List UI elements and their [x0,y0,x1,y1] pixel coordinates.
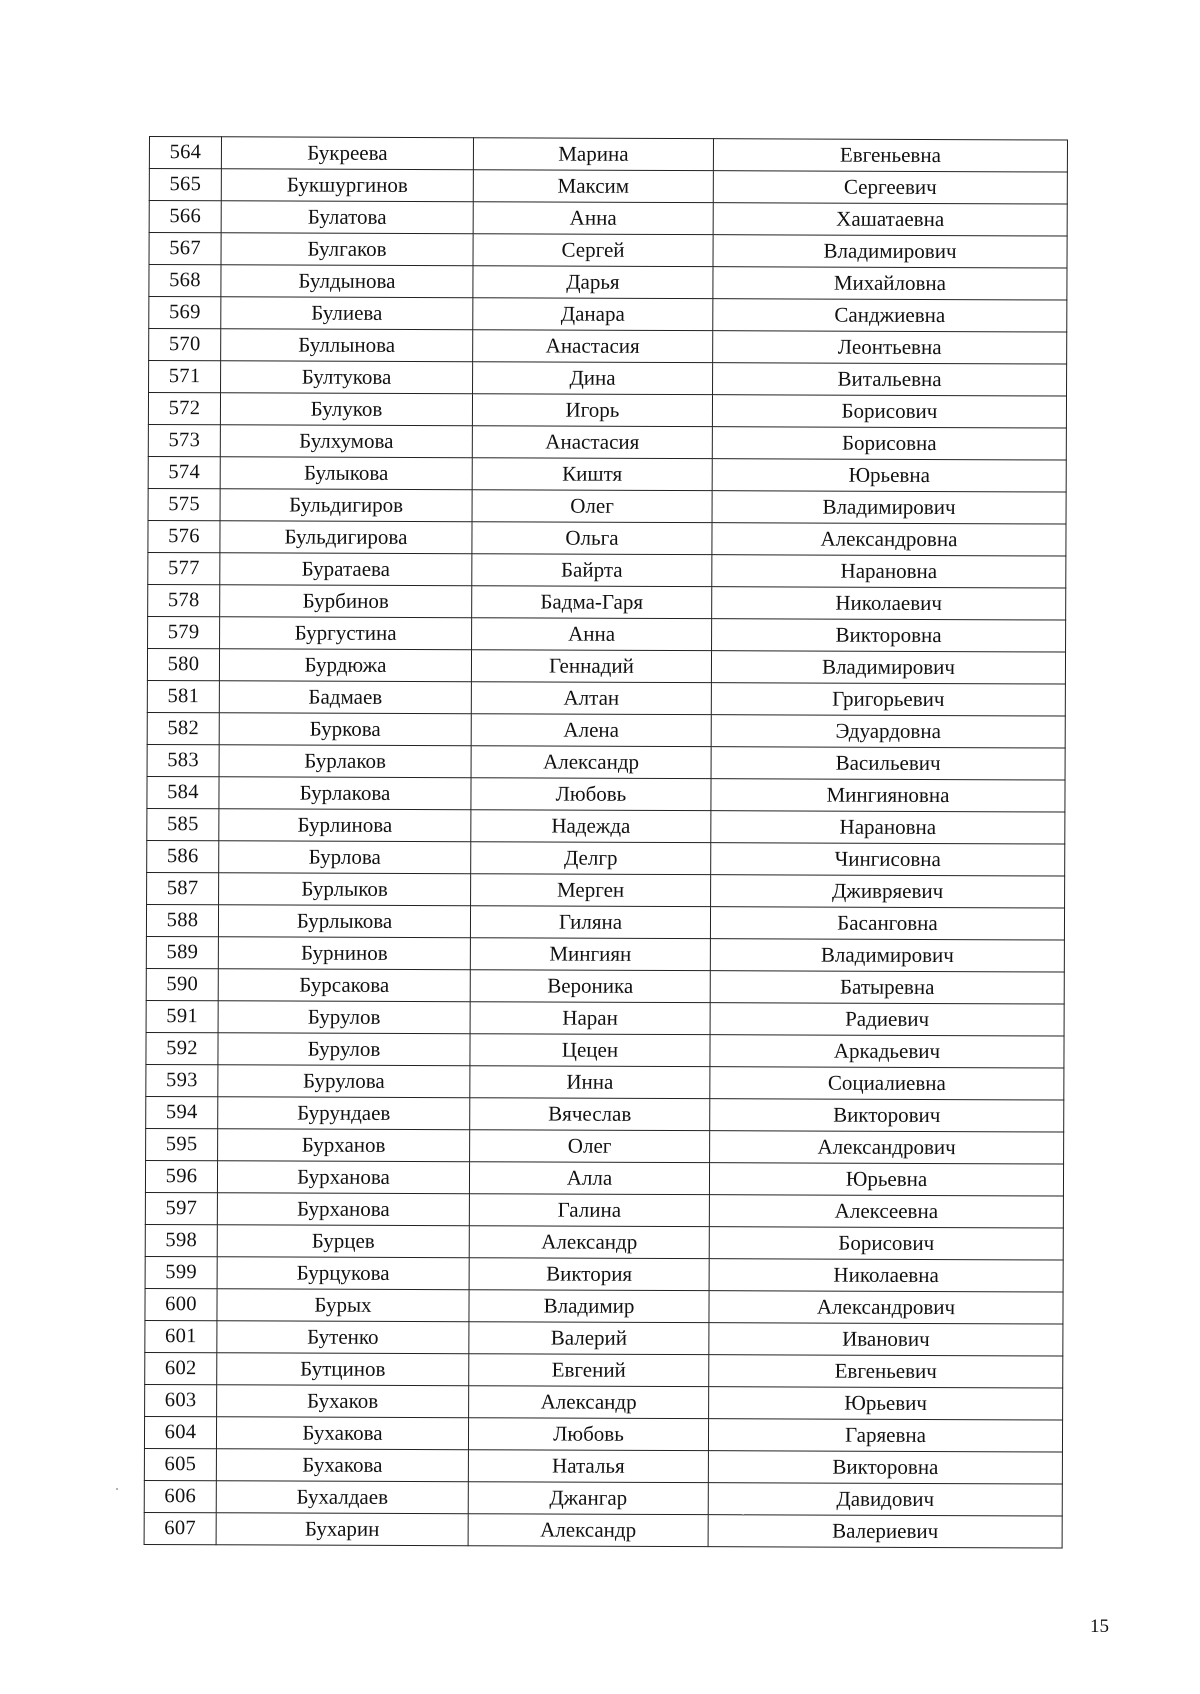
first-name-cell: Алена [471,714,711,747]
row-number-cell: 586 [147,840,219,872]
last-name-cell: Бурундаев [218,1097,470,1130]
row-number-cell: 604 [144,1416,216,1448]
row-number-cell: 566 [149,201,221,233]
row-number-cell: 591 [146,1000,218,1032]
first-name-cell: Алла [469,1162,709,1195]
table-row [148,393,1066,429]
patronymic-cell: Радиевич [710,1003,1064,1036]
row-number-cell: 592 [146,1032,218,1064]
patronymic-cell: Батыревна [710,971,1064,1004]
table-row [147,808,1065,844]
table-row [147,680,1065,716]
first-name-cell: Наран [470,1002,710,1035]
page-number: 15 [1090,1616,1109,1637]
table-row [145,1192,1063,1228]
last-name-cell: Бухалдаев [216,1481,468,1514]
table-row [146,1096,1064,1132]
patronymic-cell: Викторович [710,1099,1064,1132]
patronymic-cell: Нарановна [712,555,1066,588]
row-number-cell: 570 [149,329,221,361]
first-name-cell: Александр [471,746,711,779]
patronymic-cell: Юрьевна [709,1163,1063,1196]
patronymic-cell: Александрович [710,1131,1064,1164]
last-name-cell: Бурханова [217,1161,469,1194]
table-row [148,424,1066,460]
first-name-cell: Олег [472,490,712,523]
patronymic-cell: Евгеньевич [709,1355,1063,1388]
table-row [146,904,1064,940]
table-row [144,1416,1062,1452]
last-name-cell: Бурцев [217,1225,469,1258]
table-row [145,1256,1063,1292]
row-number-cell: 568 [149,265,221,297]
last-name-cell: Бурцукова [217,1257,469,1290]
row-number-cell: 571 [149,361,221,393]
row-number-cell: 600 [145,1288,217,1320]
patronymic-cell: Борисович [709,1227,1063,1260]
last-name-cell: Бутцинов [217,1353,469,1386]
last-name-cell: Бурулов [218,1001,470,1034]
last-name-cell: Буллынова [221,329,473,362]
last-name-cell: Букшургинов [221,169,473,202]
last-name-cell: Бухакова [216,1449,468,1482]
patronymic-cell: Евгеньевна [713,139,1067,172]
first-name-cell: Бадма-Гаря [472,586,712,619]
table-row [144,1512,1062,1548]
last-name-cell: Букреева [221,137,473,170]
table-row [147,872,1065,908]
last-name-cell: Булуков [220,393,472,426]
table-row [149,329,1067,365]
row-number-cell: 564 [149,137,221,169]
table-row [148,488,1066,524]
row-number-cell: 577 [148,552,220,584]
row-number-cell: 606 [144,1480,216,1512]
last-name-cell: Бухакова [216,1417,468,1450]
row-number-cell: 598 [145,1224,217,1256]
patronymic-cell: Чингисовна [711,843,1065,876]
roster-table-body [144,137,1067,1549]
row-number-cell: 580 [147,648,219,680]
table-row [146,1064,1064,1100]
last-name-cell: Буркова [219,713,471,746]
last-name-cell: Бадмаев [219,681,471,714]
last-name-cell: Бурлаков [219,745,471,778]
row-number-cell: 581 [147,680,219,712]
patronymic-cell: Александровна [712,523,1066,556]
scan-speck [116,1488,118,1490]
row-number-cell: 602 [145,1352,217,1384]
row-number-cell: 569 [149,297,221,329]
patronymic-cell: Гаряевна [708,1419,1062,1452]
row-number-cell: 584 [147,776,219,808]
first-name-cell: Киштя [472,458,712,491]
last-name-cell: Булиева [221,297,473,330]
patronymic-cell: Николаевна [709,1259,1063,1292]
last-name-cell: Бурых [217,1289,469,1322]
first-name-cell: Ольга [472,522,712,555]
row-number-cell: 603 [145,1384,217,1416]
table-row [145,1224,1063,1260]
scan-speck [742,1514,744,1516]
first-name-cell: Надежда [471,810,711,843]
first-name-cell: Геннадий [471,650,711,683]
first-name-cell: Анастасия [473,330,713,363]
last-name-cell: Бултукова [221,361,473,394]
last-name-cell: Бурлыкова [218,905,470,938]
row-number-cell: 590 [146,968,218,1000]
first-name-cell: Цецен [470,1034,710,1067]
row-number-cell: 595 [146,1128,218,1160]
last-name-cell: Бурулов [218,1033,470,1066]
table-row [145,1320,1063,1356]
first-name-cell: Джангар [468,1482,708,1515]
patronymic-cell: Борисович [712,395,1066,428]
table-row [148,552,1066,588]
last-name-cell: Бульдигирова [220,521,472,554]
patronymic-cell: Борисовна [712,427,1066,460]
patronymic-cell: Мингияновна [711,779,1065,812]
first-name-cell: Анна [473,202,713,235]
patronymic-cell: Николаевич [712,587,1066,620]
first-name-cell: Любовь [471,778,711,811]
patronymic-cell: Иванович [709,1323,1063,1356]
row-number-cell: 574 [148,456,220,488]
row-number-cell: 607 [144,1512,216,1544]
table-row [146,1032,1064,1068]
row-number-cell: 579 [148,616,220,648]
first-name-cell: Гиляна [470,906,710,939]
table-row [145,1288,1063,1324]
first-name-cell: Делгр [471,842,711,875]
last-name-cell: Бурсакова [218,969,470,1002]
row-number-cell: 599 [145,1256,217,1288]
row-number-cell: 589 [146,936,218,968]
first-name-cell: Мерген [471,874,711,907]
first-name-cell: Александр [469,1386,709,1419]
patronymic-cell: Аркадьевич [710,1035,1064,1068]
table-row [148,456,1066,492]
row-number-cell: 597 [145,1192,217,1224]
last-name-cell: Бурлакова [219,777,471,810]
table-row [149,233,1067,269]
last-name-cell: Бурханова [217,1193,469,1226]
row-number-cell: 587 [147,872,219,904]
first-name-cell: Валерий [469,1322,709,1355]
patronymic-cell: Александрович [709,1291,1063,1324]
table-row [147,712,1065,748]
patronymic-cell: Леонтьевна [713,331,1067,364]
table-row [145,1352,1063,1388]
table-row [148,520,1066,556]
patronymic-cell: Михайловна [713,267,1067,300]
row-number-cell: 567 [149,233,221,265]
table-row [149,297,1067,333]
last-name-cell: Бурханов [218,1129,470,1162]
last-name-cell: Бурбинов [220,585,472,618]
patronymic-cell: Социалиевна [710,1067,1064,1100]
table-row [146,1000,1064,1036]
row-number-cell: 582 [147,712,219,744]
row-number-cell: 588 [146,904,218,936]
name-roster-table [144,136,1068,1549]
first-name-cell: Байрта [472,554,712,587]
last-name-cell: Булгаков [221,233,473,266]
last-name-cell: Бурнинов [218,937,470,970]
table-row [147,744,1065,780]
table-row [146,1128,1064,1164]
first-name-cell: Олег [470,1130,710,1163]
first-name-cell: Вероника [470,970,710,1003]
first-name-cell: Виктория [469,1258,709,1291]
patronymic-cell: Викторовна [712,619,1066,652]
last-name-cell: Булатова [221,201,473,234]
table-row [148,616,1066,652]
first-name-cell: Галина [469,1194,709,1227]
table-row [149,361,1067,397]
table-row [146,968,1064,1004]
first-name-cell: Сергей [473,234,713,267]
row-number-cell: 594 [146,1096,218,1128]
last-name-cell: Бурдюжа [219,649,471,682]
patronymic-cell: Давидович [708,1483,1062,1516]
first-name-cell: Александр [469,1226,709,1259]
patronymic-cell: Владимирович [712,491,1066,524]
last-name-cell: Бурулова [218,1065,470,1098]
last-name-cell: Бухарин [216,1513,468,1546]
patronymic-cell: Владимирович [710,939,1064,972]
table-row [149,137,1067,173]
first-name-cell: Максим [473,170,713,203]
first-name-cell: Инна [470,1066,710,1099]
row-number-cell: 565 [149,169,221,201]
table-row [144,1480,1062,1516]
table-row [144,1448,1062,1484]
first-name-cell: Анна [472,618,712,651]
last-name-cell: Бухаков [217,1385,469,1418]
table-row [149,201,1067,237]
patronymic-cell: Санджиевна [713,299,1067,332]
last-name-cell: Булыкова [220,457,472,490]
row-number-cell: 596 [145,1160,217,1192]
table-row [145,1384,1063,1420]
last-name-cell: Бурлыков [219,873,471,906]
patronymic-cell: Григорьевич [711,683,1065,716]
first-name-cell: Дарья [473,266,713,299]
table-row [147,648,1065,684]
patronymic-cell: Басанговна [710,907,1064,940]
patronymic-cell: Витальевна [713,363,1067,396]
first-name-cell: Любовь [468,1418,708,1451]
patronymic-cell: Нарановна [711,811,1065,844]
row-number-cell: 576 [148,520,220,552]
row-number-cell: 575 [148,488,220,520]
row-number-cell: 583 [147,744,219,776]
last-name-cell: Булхумова [220,425,472,458]
row-number-cell: 593 [146,1064,218,1096]
patronymic-cell: Дживряевич [711,875,1065,908]
last-name-cell: Бутенко [217,1321,469,1354]
first-name-cell: Вячеслав [470,1098,710,1131]
patronymic-cell: Васильевич [711,747,1065,780]
table-row [149,169,1067,205]
first-name-cell: Александр [468,1514,708,1547]
last-name-cell: Буратаева [220,553,472,586]
first-name-cell: Владимир [469,1290,709,1323]
row-number-cell: 601 [145,1320,217,1352]
first-name-cell: Мингиян [470,938,710,971]
row-number-cell: 605 [144,1448,216,1480]
patronymic-cell: Викторовна [708,1451,1062,1484]
first-name-cell: Дина [473,362,713,395]
row-number-cell: 573 [148,424,220,456]
patronymic-cell: Юрьевна [712,459,1066,492]
row-number-cell: 578 [148,584,220,616]
patronymic-cell: Эдуардовна [711,715,1065,748]
patronymic-cell: Хашатаевна [713,203,1067,236]
first-name-cell: Данара [473,298,713,331]
patronymic-cell: Владимирович [713,235,1067,268]
row-number-cell: 585 [147,808,219,840]
last-name-cell: Бургустина [220,617,472,650]
patronymic-cell: Алексеевна [709,1195,1063,1228]
first-name-cell: Евгений [469,1354,709,1387]
first-name-cell: Игорь [472,394,712,427]
row-number-cell: 572 [148,393,220,425]
table-row [148,584,1066,620]
first-name-cell: Марина [473,138,713,171]
table-row [146,936,1064,972]
last-name-cell: Бурлова [219,841,471,874]
patronymic-cell: Сергеевич [713,171,1067,204]
patronymic-cell: Владимирович [711,651,1065,684]
last-name-cell: Булдынова [221,265,473,298]
table-row [147,840,1065,876]
patronymic-cell: Юрьевич [709,1387,1063,1420]
first-name-cell: Наталья [468,1450,708,1483]
table-row [147,776,1065,812]
table-row [145,1160,1063,1196]
patronymic-cell: Валериевич [708,1515,1062,1548]
table-row [149,265,1067,301]
first-name-cell: Анастасия [472,426,712,459]
last-name-cell: Бульдигиров [220,489,472,522]
last-name-cell: Бурлинова [219,809,471,842]
first-name-cell: Алтан [471,682,711,715]
